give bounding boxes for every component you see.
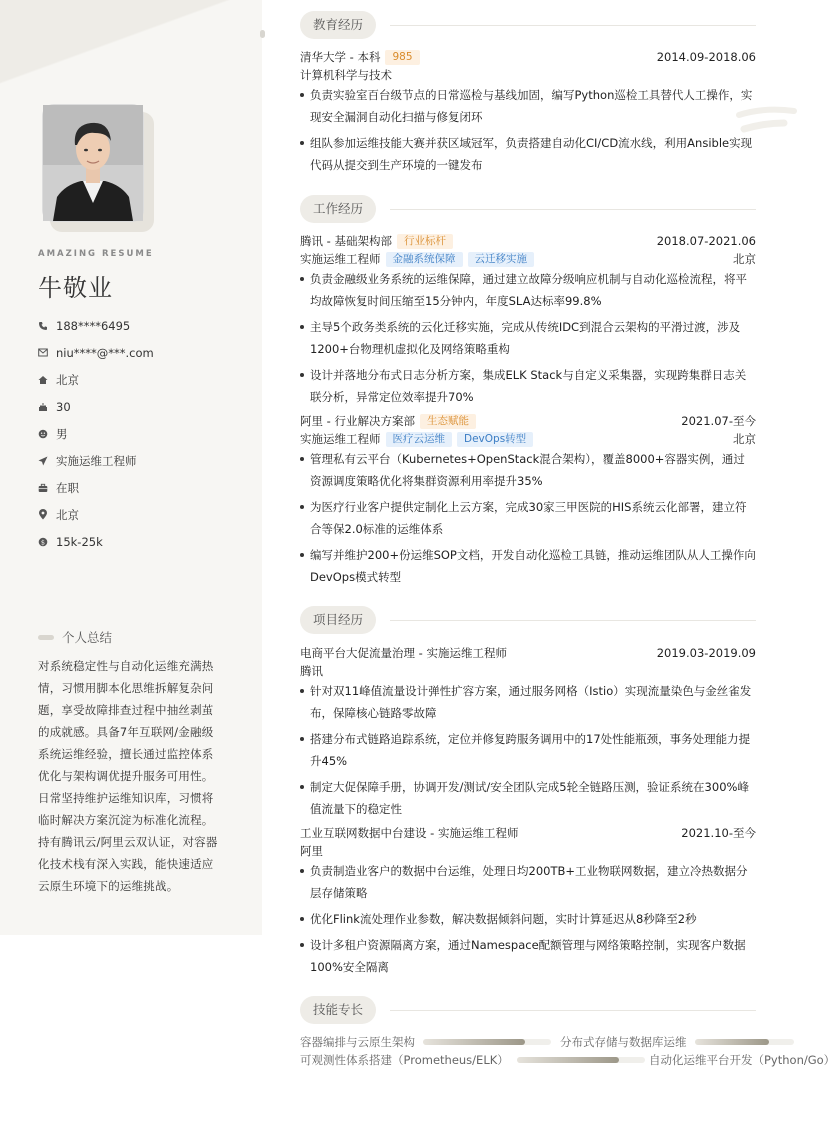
cake-icon bbox=[38, 402, 56, 412]
project-2-org-row bbox=[300, 842, 756, 860]
job-2-role-tag: 医疗云运维 bbox=[386, 432, 453, 447]
briefcase-icon bbox=[38, 483, 56, 493]
skill-bar bbox=[423, 1039, 551, 1045]
candidate-name: 牛敬业 bbox=[38, 274, 113, 302]
job-1-role-tag: 云迁移实施 bbox=[468, 252, 535, 267]
summary-heading bbox=[38, 628, 112, 646]
job-2-header bbox=[300, 412, 756, 430]
info-target-city bbox=[38, 501, 154, 528]
job-1-header bbox=[300, 232, 756, 250]
project-1-header bbox=[300, 644, 756, 662]
gender-value: 男 bbox=[56, 426, 68, 441]
phone-value: 188****6495 bbox=[56, 318, 131, 333]
job-1-role: 实施运维工程师 bbox=[300, 252, 381, 266]
project-1-period: 2019.03-2019.09 bbox=[656, 646, 756, 660]
email-value: niu****@***.com bbox=[56, 345, 154, 360]
info-job-status bbox=[38, 474, 154, 501]
job-2-role-row bbox=[300, 430, 756, 448]
target-city-value: 北京 bbox=[56, 507, 79, 522]
resume-tagline: AMAZING RESUME bbox=[38, 249, 154, 259]
skill-bar bbox=[517, 1057, 645, 1063]
project-2-bullets bbox=[300, 860, 756, 982]
job-2-bullets bbox=[300, 448, 756, 592]
project-1-org: 腾讯 bbox=[300, 664, 323, 678]
project-2-org: 阿里 bbox=[300, 844, 323, 858]
job-2-city: 北京 bbox=[733, 432, 756, 446]
contact-info-list bbox=[38, 312, 154, 555]
skill-item bbox=[560, 1034, 794, 1050]
job-1-role-row bbox=[300, 250, 756, 268]
skill-bar-fill bbox=[695, 1039, 770, 1045]
education-section-header bbox=[300, 11, 756, 39]
salary-value: 15k-25k bbox=[56, 534, 103, 549]
job-1-bullets bbox=[300, 268, 756, 412]
school-tag: 985 bbox=[385, 50, 419, 65]
section-divider bbox=[390, 1010, 756, 1011]
info-salary bbox=[38, 528, 154, 555]
list-item: 优化Flink流处理作业参数，解决数据倾斜问题，实时计算延迟从8秒降至2秒 bbox=[300, 908, 756, 930]
school-name: 清华大学 - 本科 bbox=[300, 50, 381, 64]
info-age bbox=[38, 393, 154, 420]
skills-title: 技能专长 bbox=[300, 996, 376, 1024]
list-item: 设计并落地分布式日志分析方案，集成ELK Stack与自定义采集器，实现跨集群日志关联分析，异常定位效率提升70% bbox=[300, 364, 756, 408]
info-target-position bbox=[38, 447, 154, 474]
project-1-name: 电商平台大促流量治理 - 实施运维工程师 bbox=[300, 646, 507, 660]
section-divider bbox=[390, 25, 756, 26]
work-title: 工作经历 bbox=[300, 195, 376, 223]
list-item: 设计多租户资源隔离方案，通过Namespace配额管理与网络策略控制，实现客户数据100%安全隔离 bbox=[300, 934, 756, 978]
home-icon bbox=[38, 375, 56, 385]
job-status-value: 在职 bbox=[56, 480, 79, 495]
skill-bar-fill bbox=[423, 1039, 525, 1045]
skill-name: 可观测性体系搭建（Prometheus/ELK） bbox=[300, 1053, 509, 1067]
skill-name: 分布式存储与数据库运维 bbox=[560, 1035, 687, 1049]
job-1-role-tag: 金融系统保障 bbox=[386, 252, 463, 267]
skill-name: 自动化运维平台开发（Python/Go） bbox=[649, 1053, 835, 1067]
list-item: 制定大促保障手册，协调开发/测试/安全团队完成5轮全链路压测，验证系统在300%峰值流量下的稳定性 bbox=[300, 776, 756, 820]
location-pin-icon bbox=[38, 509, 56, 520]
education-bullets bbox=[300, 84, 756, 180]
list-item: 编写并维护200+份运维SOP文档，开发自动化巡检工具链，推动运维团队从人工操作向DevOps模式转型 bbox=[300, 544, 756, 588]
skill-item bbox=[300, 1052, 645, 1068]
skill-item bbox=[300, 1034, 551, 1050]
project-2-header bbox=[300, 824, 756, 842]
summary-text: 对系统稳定性与自动化运维充满热情，习惯用脚本化思维拆解复杂问题，享受故障排查过程中抽丝剥茧的成就感。具备7年互联网/金融级系统运维经验，擅长通过监控体系优化与架构调优提升服务可用性。日常坚持维护运维知识库，习惯将临时解决方案沉淀为标准化流程。持有腾讯云/阿里云双认证，对容器化技术栈有深入实践，能快速适应云原生环境下的运维挑战。 bbox=[38, 659, 218, 893]
avatar bbox=[42, 104, 144, 222]
projects-title: 项目经历 bbox=[300, 606, 376, 634]
job-2-company-tag: 生态赋能 bbox=[420, 414, 476, 429]
project-1-org-row bbox=[300, 662, 756, 680]
projects-section-header bbox=[300, 606, 756, 634]
skill-name: 容器编排与云原生架构 bbox=[300, 1035, 415, 1049]
job-2-company: 阿里 - 行业解决方案部 bbox=[300, 414, 415, 428]
summary-heading-marker bbox=[38, 635, 54, 640]
list-item: 主导5个政务类系统的云化迁移实施，完成从传统IDC到混合云架构的平滑过渡，涉及1200+台物理机虚拟化及网络策略重构 bbox=[300, 316, 756, 360]
skill-bar-fill bbox=[517, 1057, 619, 1063]
info-home-city bbox=[38, 366, 154, 393]
sidebar bbox=[0, 0, 262, 935]
list-item: 为医疗行业客户提供定制化上云方案，完成30家三甲医院的HIS系统云化部署，建立符合等保2.0标准的运维体系 bbox=[300, 496, 756, 540]
education-row bbox=[300, 48, 756, 66]
major: 计算机科学与技术 bbox=[300, 68, 392, 82]
list-item: 搭建分布式链路追踪系统，定位并修复跨服务调用中的17处性能瓶颈，事务处理能力提升45% bbox=[300, 728, 756, 772]
job-1-city: 北京 bbox=[733, 252, 756, 266]
list-item: 管理私有云平台（Kubernetes+OpenStack混合架构），覆盖8000+容器实例，通过资源调度策略优化将集群资源利用率提升35% bbox=[300, 448, 756, 492]
job-2-role-tag: DevOps转型 bbox=[457, 432, 533, 447]
list-item: 负责实验室百台级节点的日常巡检与基线加固，编写Python巡检工具替代人工操作，实现安全漏洞自动化扫描与修复闭环 bbox=[300, 84, 756, 128]
education-title: 教育经历 bbox=[300, 11, 376, 39]
job-2-period: 2021.07-至今 bbox=[681, 414, 756, 428]
info-phone bbox=[38, 312, 154, 339]
skill-item bbox=[649, 1052, 835, 1068]
skills-section-header bbox=[300, 996, 756, 1024]
skill-bar bbox=[695, 1039, 795, 1045]
major-row bbox=[300, 66, 756, 84]
list-item: 针对双11峰值流量设计弹性扩容方案，通过服务网格（Istio）实现流量染色与金丝雀发布，保障核心链路零故障 bbox=[300, 680, 756, 724]
list-item: 负责金融级业务系统的运维保障，通过建立故障分级响应机制与自动化巡检流程，将平均故障恢复时间压缩至15分钟内，年度SLA达标率99.8% bbox=[300, 268, 756, 312]
job-1-period: 2018.07-2021.06 bbox=[656, 234, 756, 248]
send-icon bbox=[38, 456, 56, 466]
mail-icon bbox=[38, 348, 56, 357]
project-1-bullets bbox=[300, 680, 756, 824]
education-period: 2014.09-2018.06 bbox=[656, 50, 756, 64]
salary-icon bbox=[38, 537, 56, 547]
project-2-name: 工业互联网数据中台建设 - 实施运维工程师 bbox=[300, 826, 519, 840]
job-2-role: 实施运维工程师 bbox=[300, 432, 381, 446]
home-city-value: 北京 bbox=[56, 372, 79, 387]
svg-text:$: $ bbox=[40, 537, 46, 546]
project-2-period: 2021.10-至今 bbox=[681, 826, 756, 840]
decorative-corner bbox=[0, 0, 262, 110]
decorative-dot bbox=[260, 30, 265, 38]
summary-title: 个人总结 bbox=[62, 630, 113, 645]
list-item: 负责制造业客户的数据中台运维，处理日均200TB+工业物联网数据，建立冷热数据分层存储策略 bbox=[300, 860, 756, 904]
section-divider bbox=[390, 209, 756, 210]
section-divider bbox=[390, 620, 756, 621]
job-1-company-tag: 行业标杆 bbox=[397, 234, 453, 249]
info-gender bbox=[38, 420, 154, 447]
target-position-value: 实施运维工程师 bbox=[56, 453, 137, 468]
phone-icon bbox=[38, 321, 56, 331]
info-email bbox=[38, 339, 154, 366]
age-value: 30 bbox=[56, 399, 71, 414]
job-1-company: 腾讯 - 基础架构部 bbox=[300, 234, 392, 248]
list-item: 组队参加运维技能大赛并获区域冠军，负责搭建自动化CI/CD流水线，利用Ansible实现代码从提交到生产环境的一键发布 bbox=[300, 132, 756, 176]
gender-icon bbox=[38, 429, 56, 439]
work-section-header bbox=[300, 195, 756, 223]
